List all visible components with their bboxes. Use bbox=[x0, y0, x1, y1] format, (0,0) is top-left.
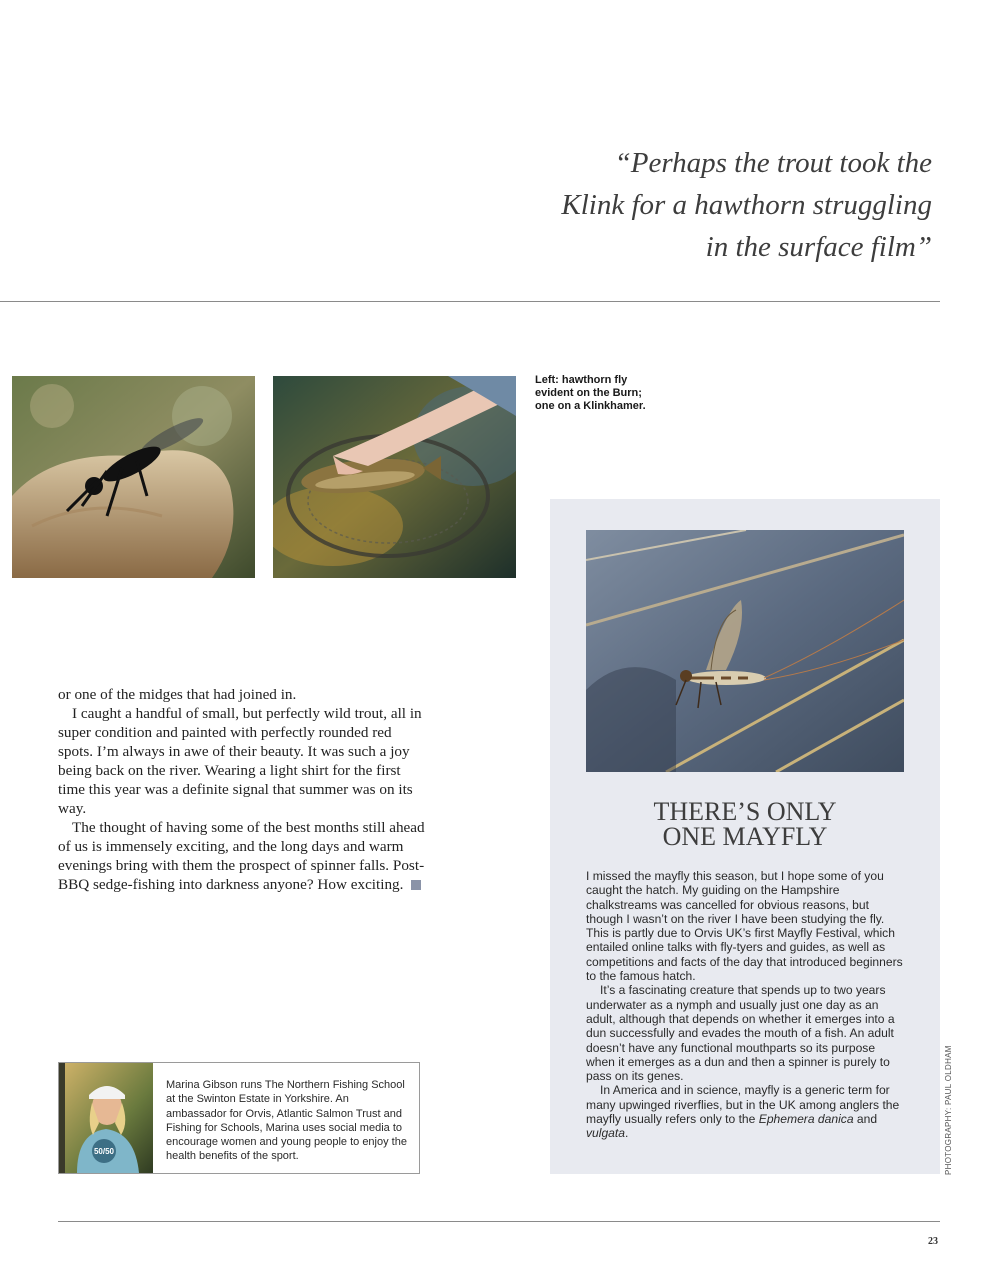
article-paragraph-1: or one of the midges that had joined in. bbox=[58, 686, 297, 703]
shirt-logo-text: 50/50 bbox=[93, 1147, 115, 1156]
mayfly-photo bbox=[586, 530, 904, 772]
page-number: 23 bbox=[928, 1236, 938, 1247]
sidebar-paragraph-2: It’s a fascinating creature that spends up to two years underwater as a nymph and usually just one day as an adult, although that depends on whether it emerges into a dun successfully and evades the mouth of a fish. An adult doesn’t have any functional mouthparts so its purpose when it emerges as a dun and then a spinner is purely to pass on its genes. bbox=[586, 983, 895, 1084]
article-body bbox=[58, 685, 428, 894]
photo-caption: Left: hawthorn fly evident on the Burn; one on a Klinkhamer. bbox=[535, 374, 646, 412]
sidebar-paragraph-3-start: In America and in science, mayfly is a generic term for many upwinged riverflies, but in the UK among anglers the mayfly usually refers only to the bbox=[586, 1083, 900, 1127]
sidebar-title bbox=[550, 799, 940, 849]
pull-quote-line-1: “Perhaps the trout took the bbox=[614, 147, 932, 179]
sidebar-paragraph-3-end: . bbox=[625, 1126, 629, 1141]
photo-credit: PHOTOGRAPHY: PAUL OLDHAM bbox=[944, 1045, 953, 1175]
sidebar-paragraph-3-and: and bbox=[853, 1112, 878, 1127]
sidebar-title-line-1: THERE’S ONLY bbox=[653, 797, 837, 826]
hawthorn-fly-photo bbox=[12, 376, 255, 578]
species-name-vulgata: vulgata bbox=[586, 1126, 625, 1141]
sidebar-paragraph-1: I missed the mayfly this season, but I hope some of you caught the hatch. My guiding on the Hampshire chalkstreams was cancelled for obvious reasons, but though I wasn’t on the river I have been studying the fly. This is partly due to Orvis UK’s first Mayfly Festival, which entailed online talks with fly-tyers and guides, as well as competitions and facts of the day that introduced beginners to the famous hatch. bbox=[586, 869, 903, 984]
article-paragraph-2: I caught a handful of small, but perfectly wild trout, all in super condition and painted with perfectly rounded red spots. I’m always in awe of their beauty. It was such a joy being back on the river. Wearing a light shirt for the first time this year was a definite signal that summer was on its way. bbox=[58, 705, 422, 817]
article-paragraph-3 bbox=[58, 818, 428, 894]
top-divider bbox=[0, 301, 940, 302]
mayfly-sidebar bbox=[550, 499, 940, 1174]
bottom-divider bbox=[58, 1221, 940, 1222]
author-bio-box bbox=[58, 1062, 420, 1174]
pull-quote-line-3: in the surface film” bbox=[705, 231, 932, 263]
pull-quote-line-2: Klink for a hawthorn struggling bbox=[561, 189, 932, 221]
end-of-article-square-icon bbox=[411, 880, 421, 890]
species-name-danica: Ephemera danica bbox=[758, 1112, 854, 1127]
pull-quote bbox=[412, 142, 932, 268]
sidebar-text bbox=[586, 869, 906, 1141]
sidebar-paragraph-3 bbox=[586, 1083, 906, 1140]
author-bio-text: Marina Gibson runs The Northern Fishing School at the Swinton Estate in Yorkshire. An ambassador for Orvis, Atlantic Salmon Trust and Fishing for Schools, Marina uses social media to encourage women and young people to enjoy the health benefits of the sport. bbox=[166, 1079, 407, 1163]
article-paragraph-3-text: The thought of having some of the best months still ahead of us is immensely exciting, and the long days and warm evenings bring with them the prospect of spinner falls. Post-BBQ sedge-fishing into darkness anyone? How exciting. bbox=[58, 819, 425, 893]
sidebar-title-line-2: ONE MAYFLY bbox=[662, 822, 828, 851]
trout-in-net-photo bbox=[273, 376, 516, 578]
author-photo bbox=[59, 1063, 153, 1173]
